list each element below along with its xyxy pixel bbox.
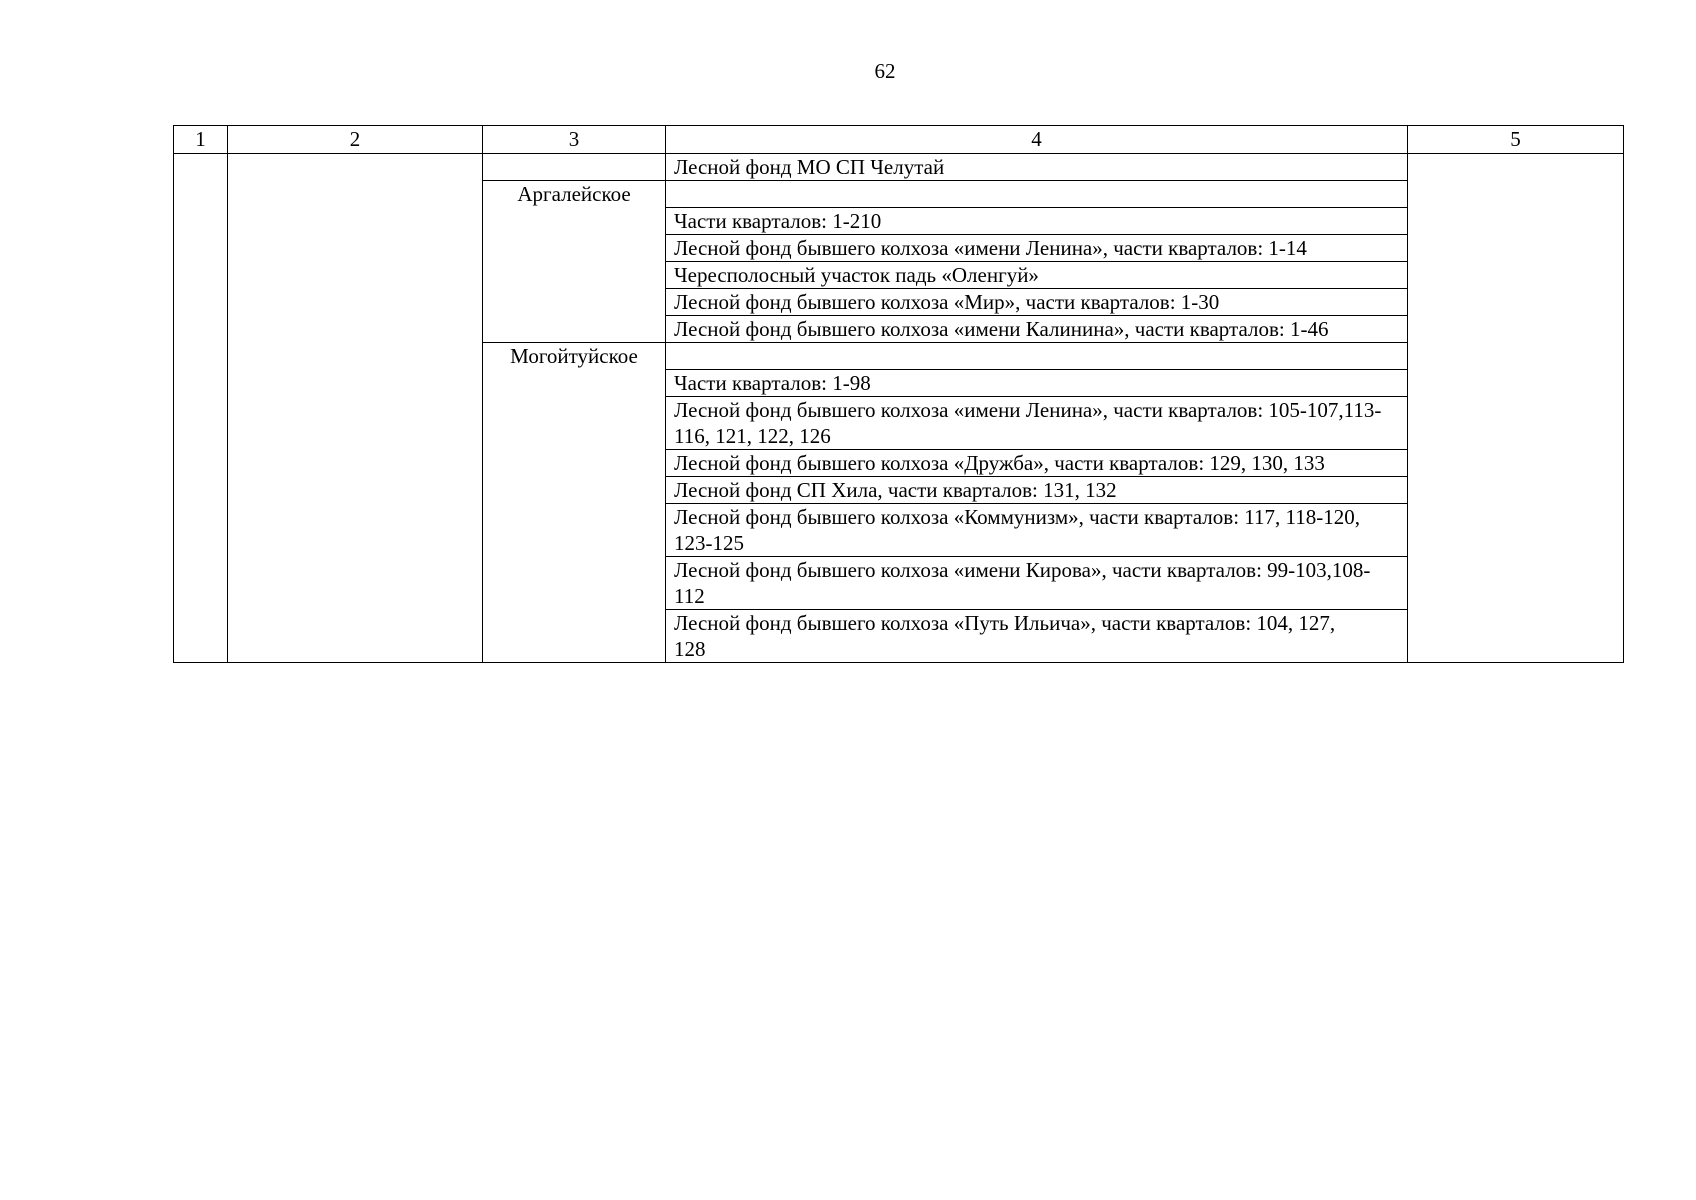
page-number: 62 xyxy=(874,59,896,83)
table-row xyxy=(174,154,1624,181)
column-2-cell xyxy=(228,154,483,663)
district-cell: Могойтуйское xyxy=(483,343,666,663)
forest-fund-entry-cell: Лесной фонд МО СП Челутай xyxy=(666,154,1408,181)
forest-fund-entry-cell: Лесной фонд бывшего колхоза «Коммунизм», части кварталов: 117, 118-120, 123-125 xyxy=(666,504,1408,557)
table-body xyxy=(174,126,1624,663)
table-header-row xyxy=(174,126,1624,154)
column-1-cell xyxy=(174,154,228,663)
district-cell xyxy=(483,154,666,181)
column-header-2: 2 xyxy=(228,126,483,154)
forest-fund-entry-cell: Лесной фонд СП Хила, части кварталов: 131, 132 xyxy=(666,477,1408,504)
column-header-4: 4 xyxy=(666,126,1408,154)
forest-fund-entry-cell xyxy=(666,181,1408,208)
column-header-5: 5 xyxy=(1408,126,1624,154)
forest-fund-entry-cell: Лесной фонд бывшего колхоза «Мир», части кварталов: 1-30 xyxy=(666,289,1408,316)
forest-fund-table xyxy=(173,125,1624,663)
forest-fund-entry-cell: Лесной фонд бывшего колхоза «Путь Ильича», части кварталов: 104, 127, 128 xyxy=(666,610,1408,663)
column-header-3: 3 xyxy=(483,126,666,154)
forest-fund-entry-cell: Лесной фонд бывшего колхоза «имени Ленина», части кварталов: 1-14 xyxy=(666,235,1408,262)
forest-fund-entry-cell xyxy=(666,343,1408,370)
forest-fund-entry-cell: Чересполосный участок падь «Оленгуй» xyxy=(666,262,1408,289)
forest-fund-entry-cell: Части кварталов: 1-210 xyxy=(666,208,1408,235)
forest-fund-entry-cell: Лесной фонд бывшего колхоза «имени Калинина», части кварталов: 1-46 xyxy=(666,316,1408,343)
forest-fund-entry-cell: Лесной фонд бывшего колхоза «имени Ленина», части кварталов: 105-107,113-116, 121, 122, 126 xyxy=(666,397,1408,450)
column-5-cell xyxy=(1408,154,1624,663)
district-cell: Аргалейское xyxy=(483,181,666,343)
forest-fund-entry-cell: Части кварталов: 1-98 xyxy=(666,370,1408,397)
column-header-1: 1 xyxy=(174,126,228,154)
forest-fund-entry-cell: Лесной фонд бывшего колхоза «имени Кирова», части кварталов: 99-103,108-112 xyxy=(666,557,1408,610)
forest-fund-entry-cell: Лесной фонд бывшего колхоза «Дружба», части кварталов: 129, 130, 133 xyxy=(666,450,1408,477)
